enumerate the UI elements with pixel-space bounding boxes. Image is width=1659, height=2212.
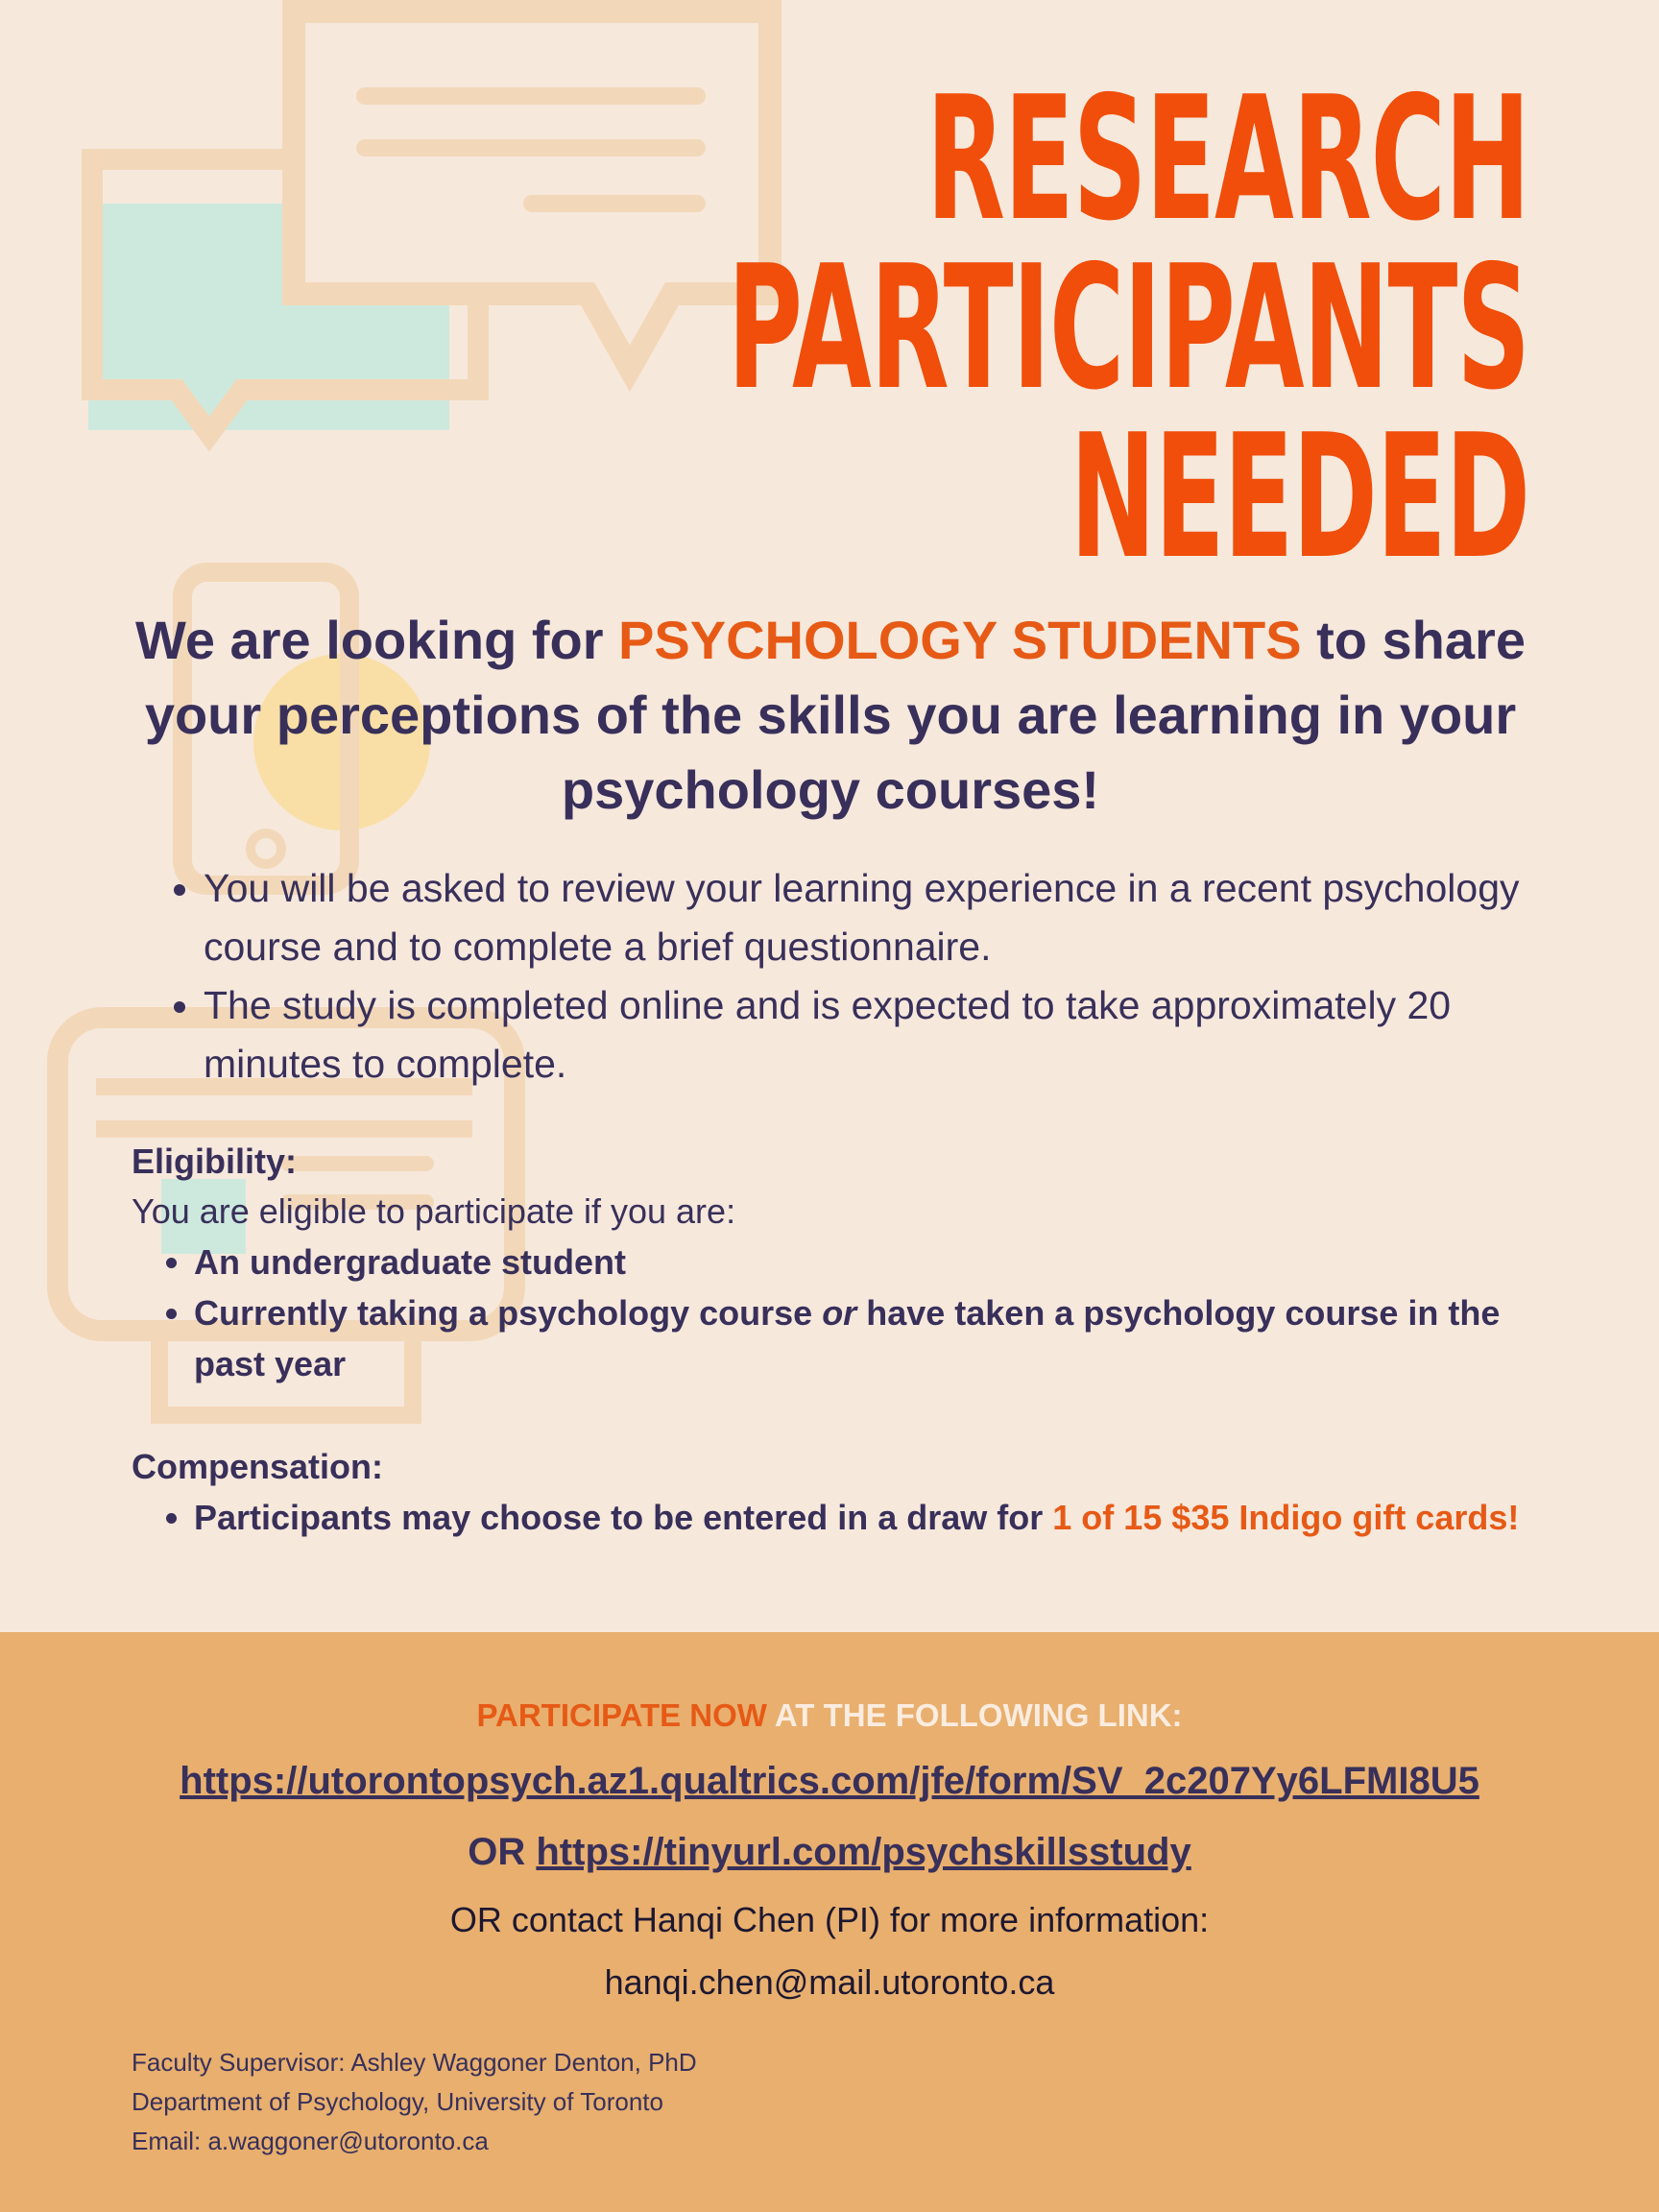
cta-highlight: PARTICIPATE NOW [476,1697,767,1733]
alt-link-line [0,1824,1659,1880]
headline-highlight: PSYCHOLOGY STUDENTS [618,610,1302,670]
eligibility-intro: You are eligible to participate if you are: [132,1191,736,1231]
list-item: • The study is completed online and is expected to take approximately 20 minutes to complete. [204,976,1567,1094]
speech-bubbles-icon [88,12,770,434]
alt-link-prefix: OR [468,1831,526,1873]
list-item-text: Participants may choose to be entered in a draw for [194,1498,1044,1537]
headline-part: We are looking for [135,610,604,670]
headline-part: to share your perceptions of the skills you are learning in your psychology courses! [144,610,1526,820]
headline [125,603,1536,828]
faculty-email: Email: a.waggoner@utoronto.ca [132,2127,489,2155]
contact-email[interactable]: hanqi.chen@mail.utoronto.ca [604,1962,1055,2002]
eligibility-list [154,1237,1576,1389]
list-item [194,1492,1576,1543]
cta-text: AT THE FOLLOWING LINK: [774,1697,1183,1733]
faculty-supervisor: Faculty Supervisor: Ashley Waggoner Denton, PhD [132,2048,697,2077]
title-line: PARTICIPANTS [727,228,1529,427]
title-line: RESEARCH [926,60,1529,258]
list-item [194,1287,1576,1389]
list-item: • You will be asked to review your learning experience in a recent psychology course and to complete a brief questionnaire. [204,859,1567,976]
call-to-action [0,1693,1659,1739]
faculty-info [132,2043,697,2161]
survey-link[interactable]: https://utorontopsych.az1.qualtrics.com/jfe/form/SV_2c207Yy6LFMI8U5 [180,1760,1479,1802]
list-item: • An undergraduate student [194,1237,1576,1287]
contact-line: OR contact Hanqi Chen (PI) for more information: [449,1900,1210,1939]
list-item-text: have taken a psychology course in the past year [194,1293,1501,1383]
study-points-list [161,859,1567,1094]
list-item-text: Currently taking a psychology course [194,1293,813,1333]
emphasis-text: or [822,1293,857,1333]
compensation-heading: Compensation: [132,1447,384,1486]
title-line: NEEDED [1070,397,1529,596]
poster-title [727,60,1529,596]
faculty-department: Department of Psychology, University of Toronto [132,2087,663,2116]
alt-survey-link[interactable]: https://tinyurl.com/psychskillsstudy [536,1831,1191,1873]
eligibility-heading: Eligibility: [132,1142,298,1181]
compensation-list [154,1492,1576,1543]
prize-highlight: 1 of 15 $35 Indigo gift cards! [1052,1498,1520,1537]
